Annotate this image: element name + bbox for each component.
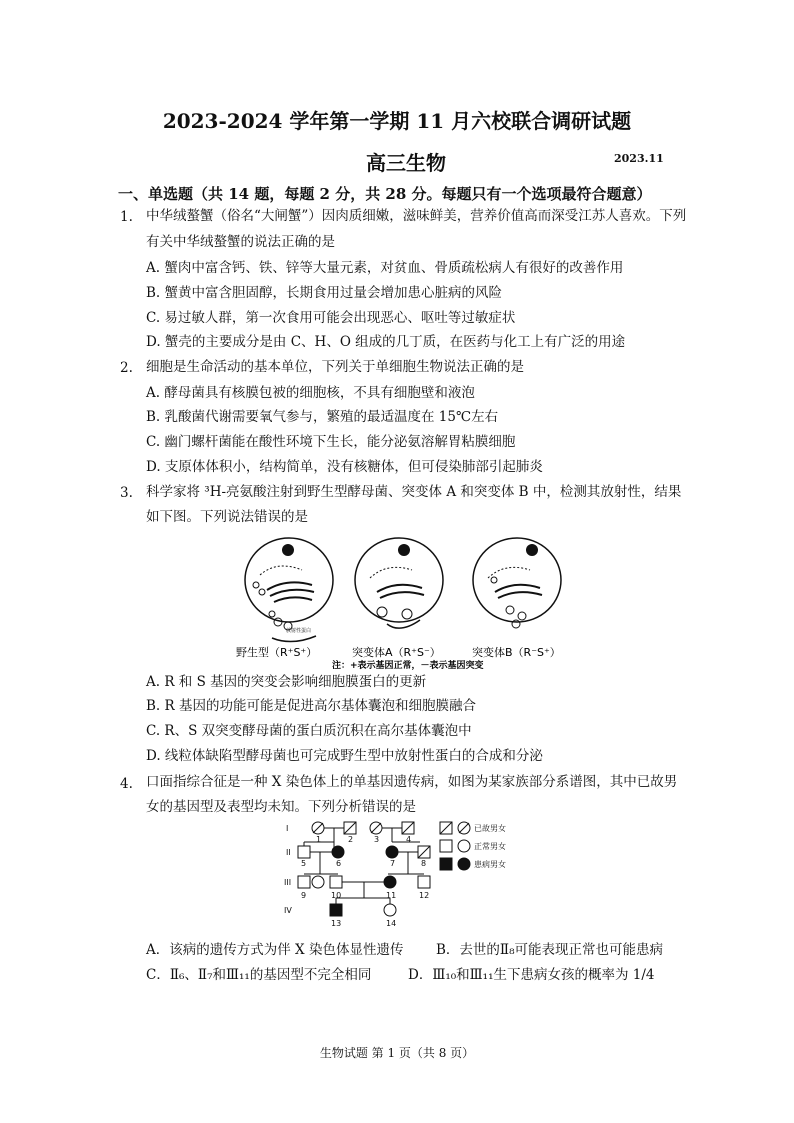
pedigree-chart — [280, 818, 540, 938]
option-d: D. 蟹壳的主要成分是由 C、H、O 组成的几丁质，在医药与化工上有广泛的用途 — [146, 334, 626, 350]
gen-label: III — [284, 878, 292, 887]
option-d: D．Ⅲ₁₀和Ⅲ₁₁生下患病女孩的概率为 1/4 — [408, 967, 655, 983]
option-c: C. 易过敏人群，第一次食用可能会出现恶心、呕吐等过敏症状 — [146, 310, 516, 326]
mutant-a-label: 突变体A（R⁺S⁻） — [352, 646, 441, 659]
question-stem: 科学家将 ³H-亮氨酸注射到野生型酵母菌、突变体 A 和突变体 B 中，检测其放射性，结果 — [146, 484, 682, 500]
option-b: B. R 基因的功能可能是促进高尔基体囊泡和细胞膜融合 — [146, 698, 476, 714]
individual-number: 12 — [419, 891, 430, 900]
individual-number: 13 — [331, 919, 342, 928]
option-d: D. 线粒体缺陷型酵母菌也可完成野生型中放射性蛋白的合成和分泌 — [146, 748, 543, 764]
individual-number: 6 — [336, 859, 342, 868]
legend-label: 患病男女 — [474, 860, 506, 869]
mutant-b-cell — [472, 538, 561, 659]
question-number: 2. — [120, 360, 133, 376]
question-stem: 中华绒螯蟹（俗名“大闸蟹”）因肉质细嫩，滋味鲜美，营养价值高而深受江苏人喜欢。下列 — [146, 208, 687, 224]
gen-label: IV — [284, 906, 292, 915]
option-c: C. R、S 双突变酵母菌的蛋白质沉积在高尔基体囊泡中 — [146, 723, 472, 739]
question-number: 3. — [120, 485, 133, 501]
option-a: A．该病的遗传方式为伴 X 染色体显性遗传 — [146, 942, 404, 958]
individual-number: 3 — [374, 835, 380, 844]
option-b: B. 乳酸菌代谢需要氧气参与，繁殖的最适温度在 15℃左右 — [146, 409, 499, 425]
nucleolus-icon — [526, 544, 538, 556]
option-a: A. 酵母菌具有核膜包被的细胞核，不具有细胞壁和液泡 — [146, 385, 475, 401]
question-number: 4. — [120, 776, 133, 792]
question-stem: 细胞是生命活动的基本单位，下列关于单细胞生物说法正确的是 — [146, 359, 524, 375]
page-footer: 生物试题 第 1 页（共 8 页） — [319, 1046, 475, 1060]
option-b: B．去世的Ⅱ₈可能表现正常也可能患病 — [436, 942, 664, 958]
yeast-secretion-figure — [232, 530, 572, 670]
question-stem: 有关中华绒螯蟹的说法正确的是 — [146, 234, 335, 250]
individual-number: 2 — [348, 835, 354, 844]
question-stem: 如下图。下列说法错误的是 — [146, 509, 308, 525]
wild-type-label: 野生型（R⁺S⁺） — [236, 646, 318, 659]
gen-label: II — [286, 848, 291, 857]
subject-title: 高三生物 — [366, 151, 446, 175]
gen-label: I — [286, 824, 289, 833]
option-c: C．Ⅱ₆、Ⅱ₇和Ⅲ₁₁的基因型不完全相同 — [146, 967, 372, 983]
figure-note: 注：+表示基因正常，－表示基因突变 — [332, 661, 484, 670]
nucleolus-icon — [282, 544, 294, 556]
individual-number: 8 — [421, 859, 427, 868]
individual-number: 11 — [386, 891, 397, 900]
legend-label: 正常男女 — [474, 842, 506, 851]
individual-number: 9 — [301, 891, 307, 900]
individual-number: 1 — [316, 835, 322, 844]
option-a: A. R 和 S 基因的突变会影响细胞膜蛋白的更新 — [146, 674, 427, 690]
individual-number: 5 — [301, 859, 307, 868]
individual-number: 14 — [386, 919, 397, 928]
individual-number: 7 — [390, 859, 396, 868]
protein-label: 放射性蛋白 — [286, 628, 312, 634]
wild-type-cell — [236, 538, 333, 659]
mutant-b-label: 突变体B（R⁻S⁺） — [472, 646, 561, 659]
section-heading: 一、单选题（共 14 题，每题 2 分，共 28 分。每题只有一个选项最符合题意） — [118, 185, 652, 203]
option-c: C. 幽门螺杆菌能在酸性环境下生长，能分泌氨溶解胃粘膜细胞 — [146, 434, 516, 450]
legend-label: 已故男女 — [474, 824, 506, 833]
individual-number: 4 — [406, 835, 412, 844]
exam-date: 2023.11 — [614, 152, 664, 165]
question-stem: 口面指综合征是一种 X 染色体上的单基因遗传病，如图为某家族部分系谱图，其中已故男 — [146, 774, 678, 790]
question-number: 1. — [120, 209, 133, 225]
option-a: A. 蟹肉中富含钙、铁、锌等大量元素，对贫血、骨质疏松病人有很好的改善作用 — [146, 260, 624, 276]
exam-title: 2023-2024 学年第一学期 11 月六校联合调研试题 — [162, 109, 632, 133]
nucleolus-icon — [398, 544, 410, 556]
question-stem: 女的基因型及表型均未知。下列分析错误的是 — [146, 799, 416, 815]
option-d: D. 支原体体积小，结构简单，没有核糖体，但可侵染肺部引起肺炎 — [146, 459, 543, 475]
option-b: B. 蟹黄中富含胆固醇，长期食用过量会增加患心脏病的风险 — [146, 285, 503, 301]
mutant-a-cell — [352, 538, 443, 659]
individual-number: 10 — [331, 891, 342, 900]
